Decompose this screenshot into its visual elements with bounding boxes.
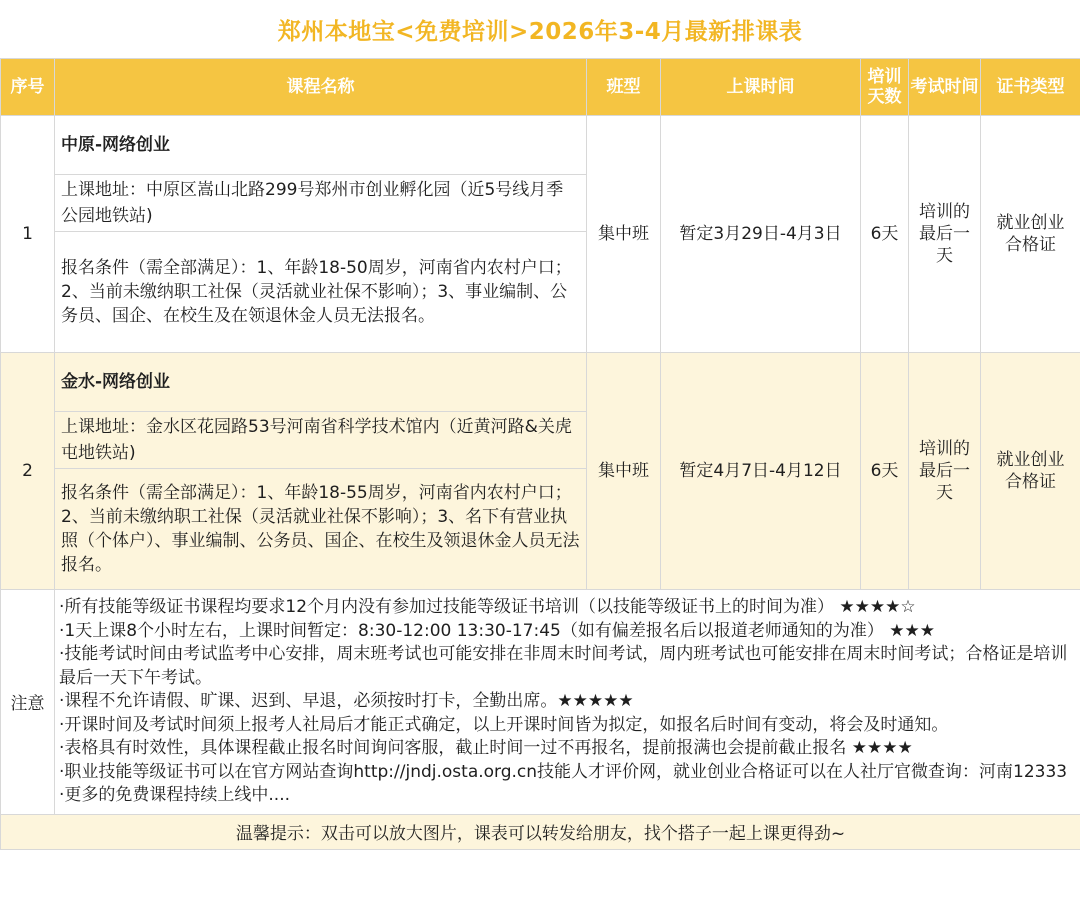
cert-type: 就业创业合格证 [981,353,1080,590]
class-type: 集中班 [587,116,661,353]
class-type: 集中班 [587,353,661,590]
note-item: ·开课时间及考试时间须上报考人社局后才能正式确定，以上开课时间皆为拟定，如报名后时间有变动，将会及时通知。 [59,714,949,735]
header-index: 序号 [1,59,55,116]
note-item: ·1天上课8个小时左右，上课时间暂定：8:30-12:00 13:30-17:45（如有偏差报名后以报道老师通知的为准） ★★★ [59,620,935,641]
header-days: 培训天数 [861,59,909,116]
course-requirements: 报名条件（需全部满足）：1、年龄18-50周岁，河南省内农村户口；2、当前未缴纳职工社保（灵活就业社保不影响）；3、事业编制、公务员、国企、在校生及在领退休金人员无法报名。 [55,232,587,353]
cert-type: 就业创业合格证 [981,116,1080,353]
notes-list [55,590,1080,815]
training-days: 6天 [861,353,909,590]
schedule-table [0,58,1080,850]
page-title: 郑州本地宝<免费培训>2026年3-4月最新排课表 [277,18,803,45]
class-time: 暂定4月7日-4月12日 [661,353,861,590]
exam-time: 培训的最后一天 [909,116,981,353]
table-row [1,116,1080,175]
notes-row [1,590,1080,815]
note-item: ·表格具有时效性，具体课程截止报名时间询问客服，截止时间一过不再报名，提前报满也会提前截止报名 ★★★★ [59,738,913,758]
course-name: 金水-网络创业 [55,353,587,412]
course-address: 上课地址：中原区嵩山北路299号郑州市创业孵化园（近5号线月季公园地铁站) [55,175,587,232]
training-days: 6天 [861,116,909,353]
exam-time: 培训的最后一天 [909,353,981,590]
header-time: 上课时间 [661,59,861,116]
row-index: 1 [1,116,55,353]
notes-label: 注意 [1,590,55,815]
header-exam: 考试时间 [909,59,981,116]
header-class-type: 班型 [587,59,661,116]
note-item: ·所有技能等级证书课程均要求12个月内没有参加过技能等级证书培训（以技能等级证书上的时间为准） ★★★★☆ [59,597,916,617]
header-cert: 证书类型 [981,59,1080,116]
note-item: ·课程不允许请假、旷课、迟到、早退，必须按时打卡，全勤出席。★★★★★ [59,691,634,711]
note-item: ·更多的免费课程持续上线中.... [59,785,291,805]
course-name: 中原-网络创业 [55,116,587,175]
footer-row [1,814,1080,849]
row-index: 2 [1,353,55,590]
footer-tip: 温馨提示：双击可以放大图片，课表可以转发给朋友，找个搭子一起上课更得劲~ [1,814,1080,849]
course-address: 上课地址：金水区花园路53号河南省科学技术馆内（近黄河路&关虎屯地铁站) [55,412,587,469]
note-item: ·职业技能等级证书可以在官方网站查询http://jndj.osta.org.cn技能人才评价网，就业创业合格证可以在人社厅官微查询：河南12333 [59,761,1068,782]
table-row [1,353,1080,412]
note-item: ·技能考试时间由考试监考中心安排，周末班考试也可能安排在非周末时间考试，周内班考试也可能安排在周末时间考试；合格证是培训最后一天下午考试。 [59,644,1068,688]
table-header-row [1,59,1080,116]
course-requirements: 报名条件（需全部满足）：1、年龄18-55周岁，河南省内农村户口；2、当前未缴纳职工社保（灵活就业社保不影响）；3、名下有营业执照（个体户）、事业编制、公务员、国企、在校生及领退休金人员无法报名。 [55,469,587,590]
class-time: 暂定3月29日-4月3日 [661,116,861,353]
header-course: 课程名称 [55,59,587,116]
